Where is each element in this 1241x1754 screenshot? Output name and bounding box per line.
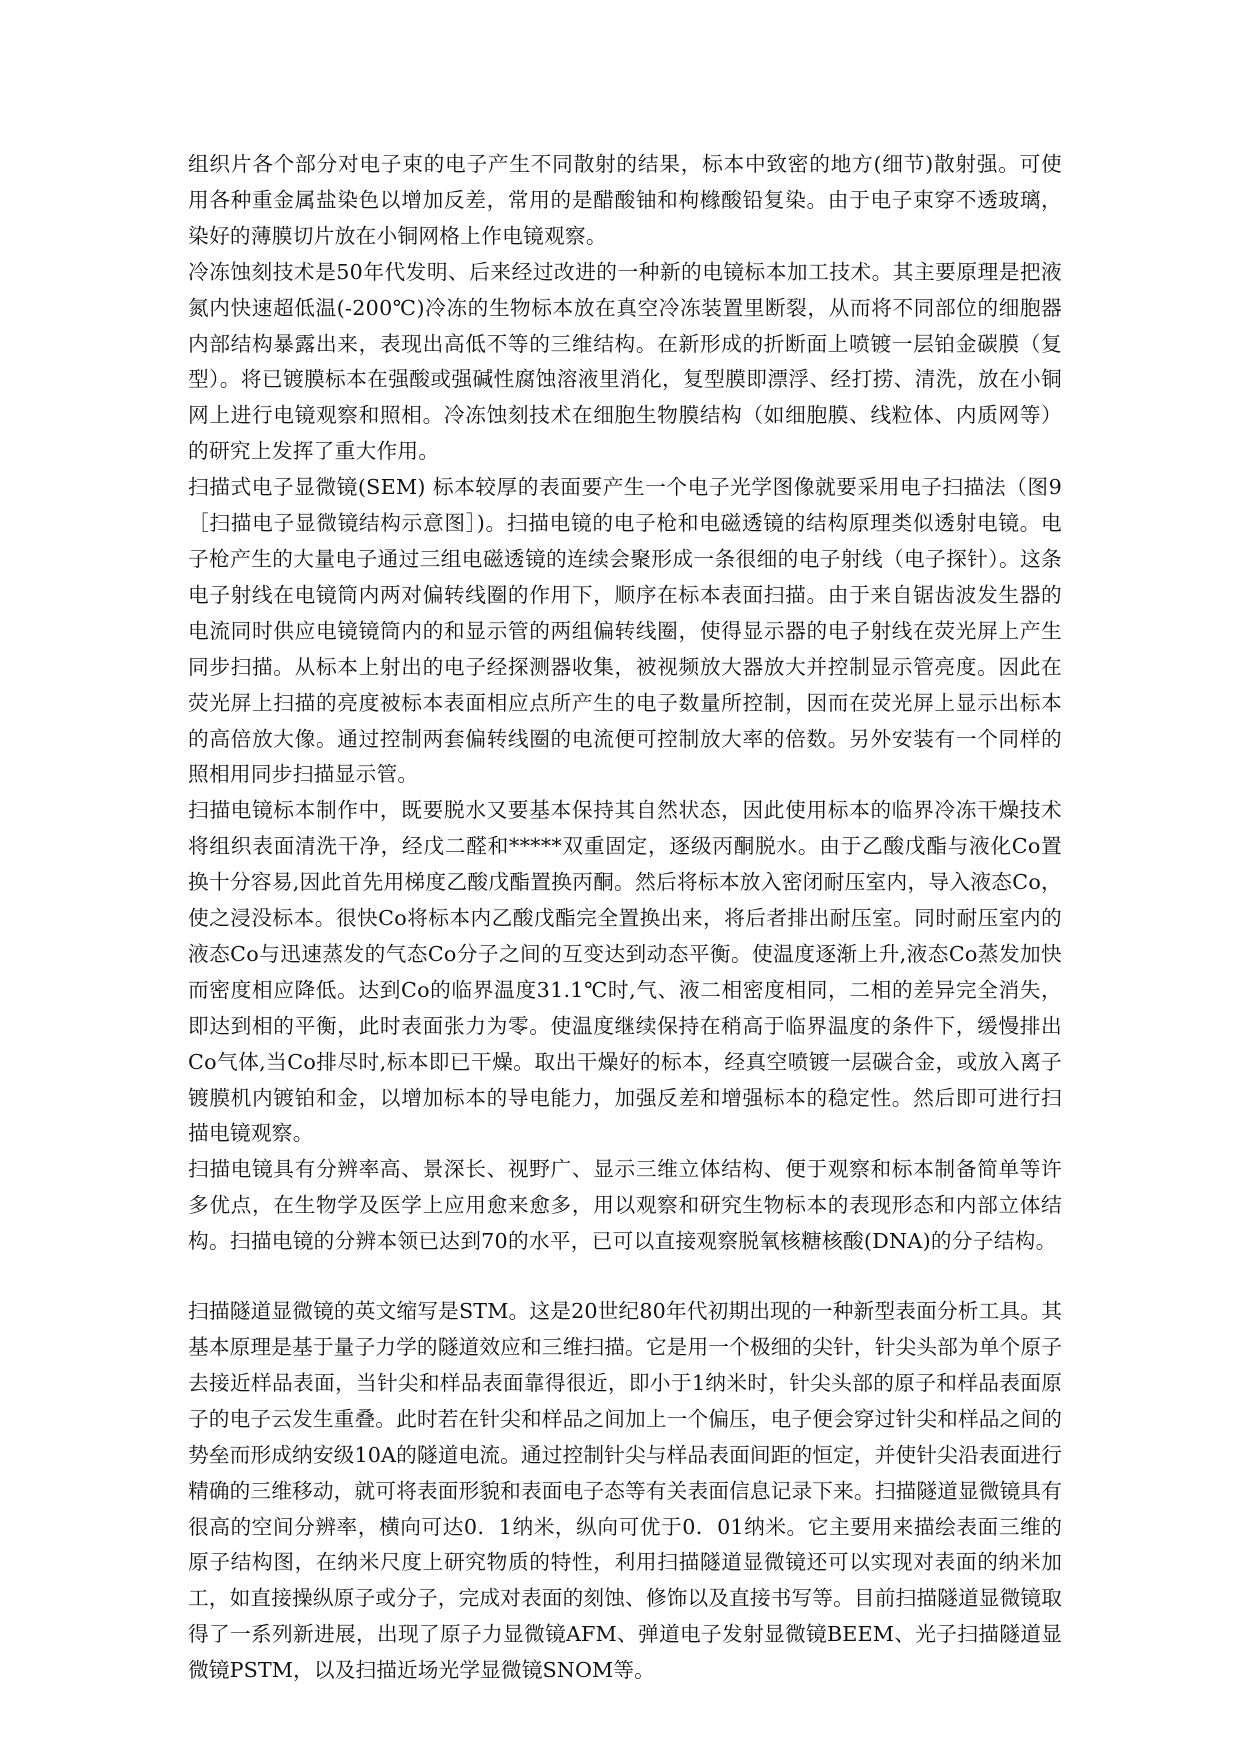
paragraph-spacer bbox=[188, 1260, 1062, 1294]
paragraph-sem-advantages: 扫描电镜具有分辨率高、景深长、视野广、显示三维立体结构、便于观察和标本制备简单等许多优点，在生物学及医学上应用愈来愈多，用以观察和研究生物标本的表现形态和内部立体结构。扫描电镜的分辨本领已达到70的水平，已可以直接观察脱氧核糖核酸(DNA)的分子结构。 bbox=[188, 1157, 1062, 1254]
paragraph-staining: 组织片各个部分对电子束的电子产生不同散射的结果，标本中致密的地方(细节)散射强。可使用各种重金属盐染色以增加反差，常用的是醋酸铀和枸橼酸铅复染。由于电子束穿不透玻璃，染好的薄膜切片放在小铜网格上作电镜观察。 bbox=[188, 152, 1062, 248]
paragraph-sem-specimen-prep: 扫描电镜标本制作中，既要脱水又要基本保持其自然状态，因此使用标本的临界冷冻干燥技术 将组织表面清洗干净，经戊二醛和*****双重固定，逐级丙酮脱水。由于乙酸戊酯与液化Co置换十分容易,因此首先用梯度乙酸戊酯置换丙酮。然后将标本放入密闭耐压室内，导入液态Co，使之浸没标本。很快Co将标本内乙酸戊酯完全置换出来，将后者排出耐压室。同时耐压室内的液态Co与迅速蒸发的气态Co分子之间的互变达到动态平衡。使温度逐渐上升,液态Co蒸发加快而密度相应降低。达到Co的临界温度31.1℃时,气、液二相密度相同，二相的差异完全消失，即达到相的平衡，此时表面张力为零。使温度继续保持在稍高于临界温度的条件下，缓慢排出Co气体,当Co排尽时,标本即已干燥。取出干燥好的标本，经真空喷镀一层碳合金，或放入离子镀膜机内镀铂和金，以增加标本的导电能力，加强反差和增强标本的稳定性。然后即可进行扫描电镜观察。 bbox=[188, 798, 1062, 1146]
document-body bbox=[188, 147, 1062, 1689]
paragraph-sem-principle: 扫描式电子显微镜(SEM) 标本较厚的表面要产生一个电子光学图像就要采用电子扫描法（图9［扫描电子显微镜结构示意图］)。扫描电镜的电子枪和电磁透镜的结构原理类似透射电镜。电子枪产生的大量电子通过三组电磁透镜的连续会聚形成一条很细的电子射线（电子探针）。这条电子射线在电镜筒内两对偏转线圈的作用下，顺序在标本表面扫描。由于来自锯齿波发生器的电流同时供应电镜镜筒内的和显示管的两组偏转线圈，使得显示器的电子射线在荧光屏上产生同步扫描。从标本上射出的电子经探测器收集，被视频放大器放大并控制显示管亮度。因此在荧光屏上扫描的亮度被标本表面相应点所产生的电子数量所控制，因而在荧光屏上显示出标本的高倍放大像。通过控制两套偏转线圈的电流便可控制放大率的倍数。另外安装有一个同样的照相用同步扫描显示管。 bbox=[188, 475, 1062, 787]
paragraph-freeze-etching: 冷冻蚀刻技术是50年代发明、后来经过改进的一种新的电镜标本加工技术。其主要原理是把液氮内快速超低温(-200℃)冷冻的生物标本放在真空冷冻装置里断裂，从而将不同部位的细胞器内部结构暴露出来，表现出高低不等的三维结构。在新形成的折断面上喷镀一层铂金碳膜（复型）。将已镀膜标本在强酸或强碱性腐蚀溶液里消化，复型膜即漂浮、经打捞、清洗，放在小铜网上进行电镜观察和照相。冷冻蚀刻技术在细胞生物膜结构（如细胞膜、线粒体、内质网等）的研究上发挥了重大作用。 bbox=[188, 259, 1062, 464]
paragraph-stm: 扫描隧道显微镜的英文缩写是STM。这是20世纪80年代初期出现的一种新型表面分析工具。其基本原理是基于量子力学的隧道效应和三维扫描。它是用一个极细的尖针，针尖头部为单个原子去接近样品表面，当针尖和样品表面靠得很近，即小于1纳米时，针尖头部的原子和样品表面原子的电子云发生重叠。此时若在针尖和样品之间加上一个偏压，电子便会穿过针尖和样品之间的势垒而形成纳安级10A的隧道电流。通过控制针尖与样品表面间距的恒定，并使针尖沿表面进行精确的三维移动，就可将表面形貌和表面电子态等有关表面信息记录下来。扫描隧道显微镜具有很高的空间分辨率，横向可达0．1纳米，纵向可优于0．01纳米。它主要用来描绘表面三维的原子结构图，在纳米尺度上研究物质的特性，利用扫描隧道显微镜还可以实现对表面的纳米加工，如直接操纵原子或分子，完成对表面的刻蚀、修饰以及直接书写等。目前扫描隧道显微镜取得了一系列新进展，出现了原子力显微镜AFM、弹道电子发射显微镜BEEM、光子扫描隧道显微镜PSTM，以及扫描近场光学显微镜SNOM等。 bbox=[188, 1299, 1062, 1683]
